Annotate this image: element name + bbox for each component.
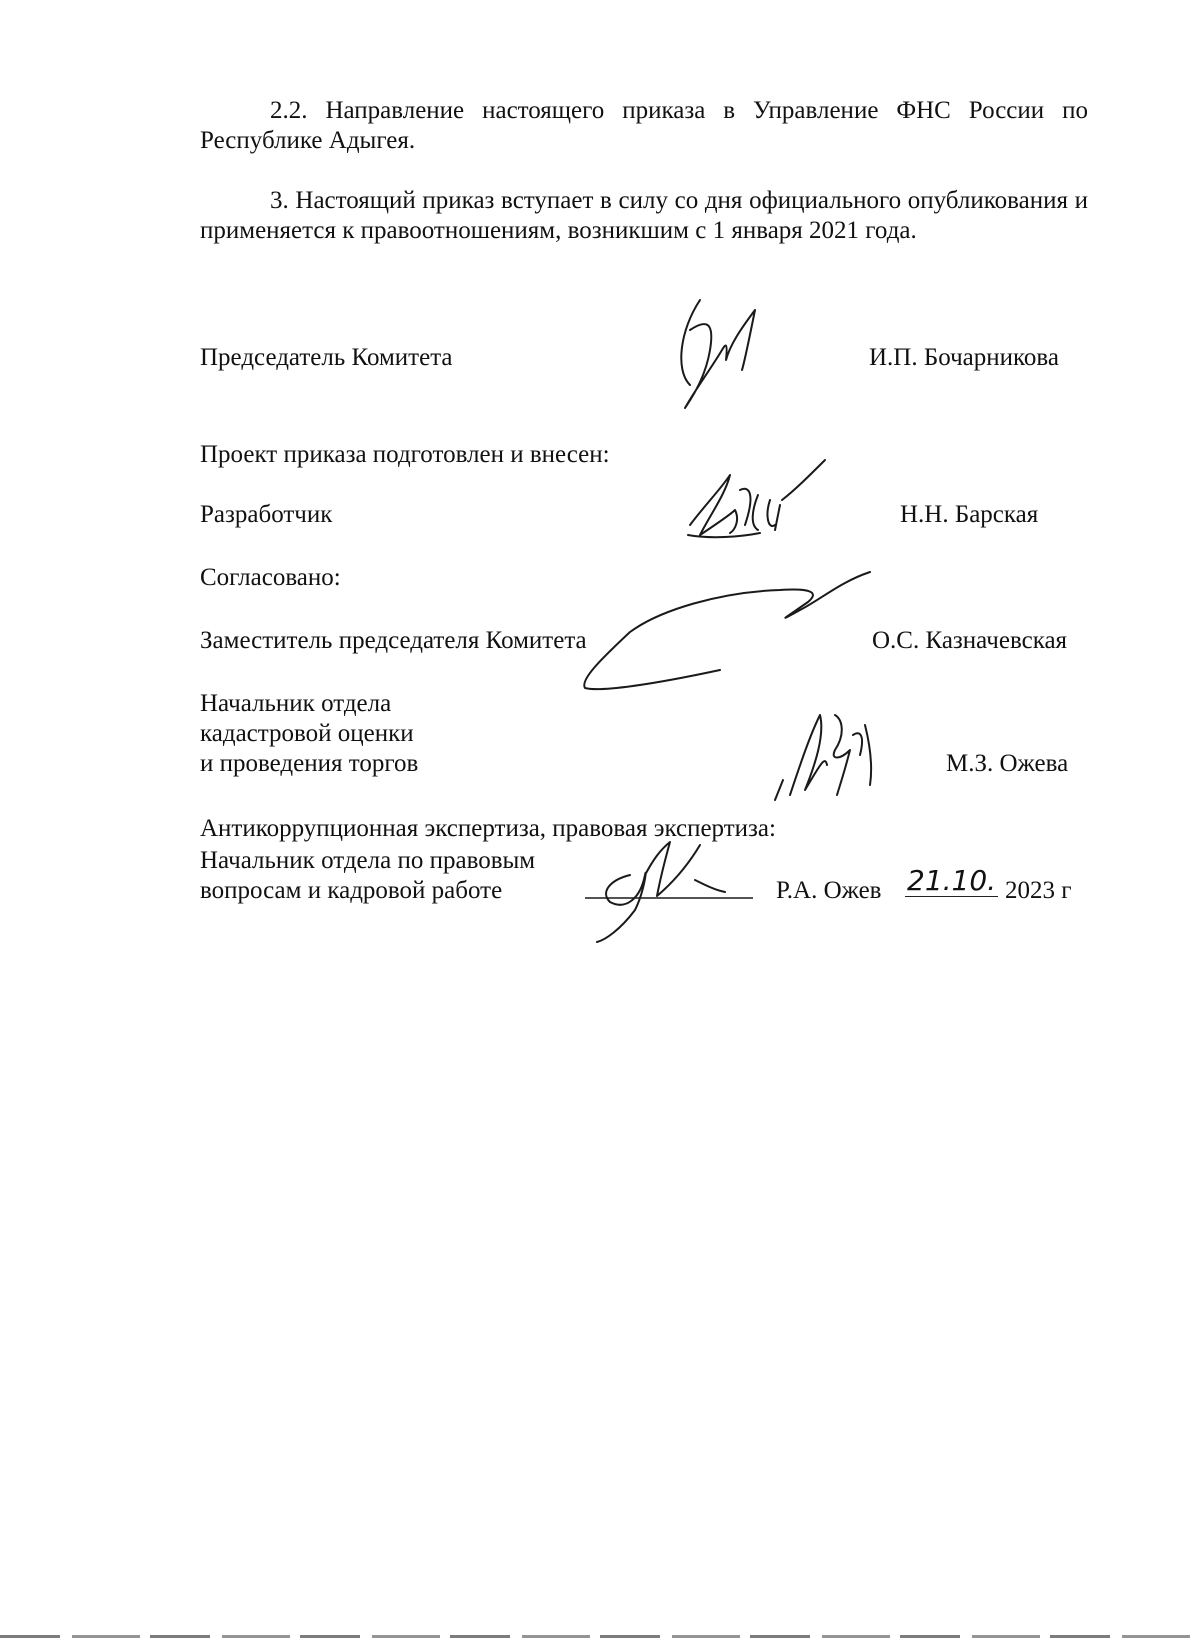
chairman-signature bbox=[670, 290, 780, 415]
paragraph-3: 3. Настоящий приказ вступает в силу со дня официального опубликования и применяется к правоотношениям, возникшим с 1 января 2021 года. bbox=[200, 187, 1088, 244]
prepared-heading: Проект приказа подготовлен и внесен: bbox=[200, 441, 610, 468]
legal-signature bbox=[575, 830, 755, 945]
developer-name: Н.Н. Барская bbox=[900, 501, 1039, 528]
scan-artifact-line bbox=[0, 1635, 1200, 1638]
deputy-name: О.С. Казначевская bbox=[872, 627, 1068, 654]
cadastral-name: М.З. Ожева bbox=[946, 750, 1069, 777]
cadastral-role-line1: Начальник отдела bbox=[200, 690, 392, 717]
legal-name: Р.А. Ожев bbox=[776, 877, 882, 904]
cadastral-role-line2: кадастровой оценки bbox=[200, 720, 414, 747]
expertise-heading: Антикоррупционная экспертиза, правовая экспертиза: bbox=[200, 815, 776, 842]
developer-role: Разработчик bbox=[200, 501, 333, 528]
cadastral-role-line3: и проведения торгов bbox=[200, 750, 419, 777]
agreed-heading: Согласовано: bbox=[200, 564, 341, 591]
legal-role-line2: вопросам и кадровой работе bbox=[200, 877, 503, 904]
paragraph-2-2: 2.2. Направление настоящего приказа в Управление ФНС России по Республике Адыгея. bbox=[200, 97, 1088, 154]
legal-role-line1: Начальник отдела по правовым bbox=[200, 847, 536, 874]
date-year: 2023 г bbox=[1005, 877, 1072, 904]
handwritten-date: 21.10. bbox=[907, 864, 997, 897]
cadastral-signature bbox=[765, 705, 895, 805]
chairman-name: И.П. Бочарникова bbox=[869, 344, 1059, 371]
developer-signature bbox=[680, 455, 830, 545]
chairman-title: Председатель Комитета bbox=[200, 344, 453, 371]
deputy-signature bbox=[570, 570, 880, 705]
deputy-role: Заместитель председателя Комитета bbox=[200, 627, 587, 654]
